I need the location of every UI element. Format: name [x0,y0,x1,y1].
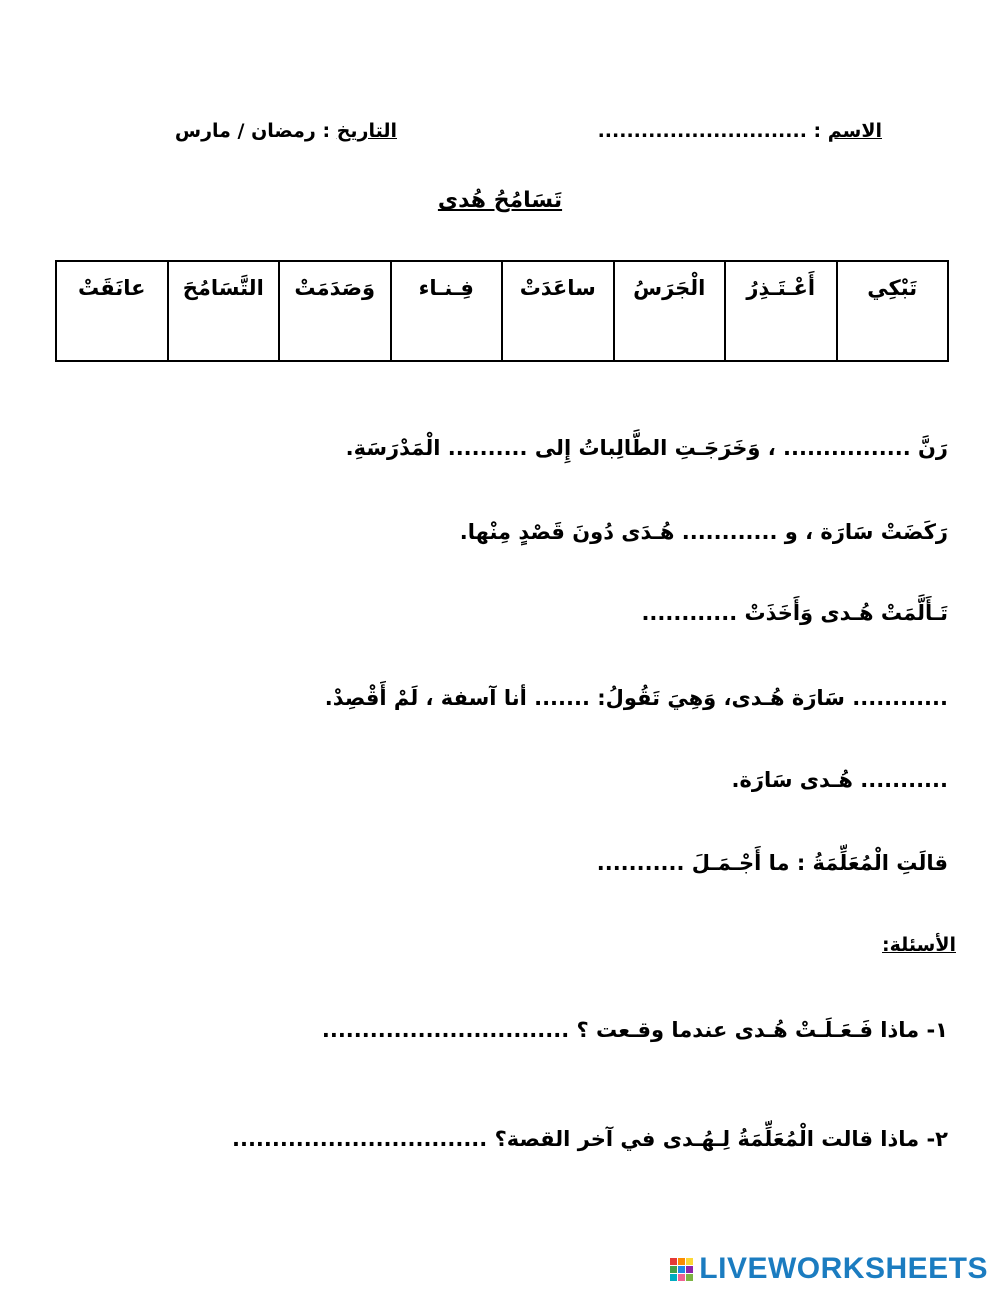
date-label: التاريخ [336,120,397,142]
logo-square [686,1266,693,1273]
worksheet-title-text: تَسَامُحُ هُدى [437,188,563,213]
date-separator: : [315,120,337,142]
question-1[interactable]: ١- ماذا فَـعَـلَـتْ هُـدى عندما وقـعت ؟ ............................... [321,1018,948,1042]
liveworksheets-logo [670,1252,988,1286]
logo-square [670,1274,677,1281]
name-label: الاسم [827,120,882,142]
word-bank-cell[interactable]: أَعْـتَـذِرُ [725,261,837,361]
questions-heading: الأسئلة: [882,934,956,956]
name-blank[interactable]: ............................. [597,120,807,142]
name-field [598,120,882,142]
word-bank-cell[interactable]: الْجَرَسُ [614,261,726,361]
sentence-2[interactable]: رَكَضَتْ سَارَة ، و ............ هُـدَى دُونَ قَصْدٍ مِنْها. [459,520,948,544]
logo-square [670,1258,677,1265]
sentence-5[interactable]: ........... هُـدى سَارَة. [731,768,948,792]
logo-square [686,1274,693,1281]
name-separator: : [806,120,828,142]
word-bank-cell[interactable]: التَّسَامُحَ [168,261,280,361]
sentence-6[interactable]: قالَتِ الْمُعَلِّمَةُ : ما أَجْـمَـلَ ........... [596,851,948,875]
sentence-4[interactable]: ............ سَارَة هُـدى، وَهِيَ تَقُولُ: ....... أنا آسفة ، لَمْ أَقْصِدْ. [324,686,948,710]
logo-square [678,1274,685,1281]
worksheet-title [0,188,1000,213]
word-bank-table [55,260,949,362]
date-value: رمضان / مارس [174,120,316,142]
logo-square [686,1258,693,1265]
word-bank-cell[interactable]: وَصَدَمَتْ [279,261,391,361]
word-bank-cell[interactable]: ساعَدَتْ [502,261,614,361]
logo-square [678,1266,685,1273]
logo-square [670,1266,677,1273]
sentence-3[interactable]: تَـأَلَّمَتْ هُـدى وَأَخَذَتْ ............ [641,601,948,625]
word-bank-cell[interactable]: فِـنـاء [391,261,503,361]
logo-text: LIVEWORKSHEETS [699,1252,988,1285]
word-bank-cell[interactable]: تَبْكِي [837,261,949,361]
word-bank-cell[interactable]: عانَقَتْ [56,261,168,361]
sentence-1[interactable]: رَنَّ ................ ، وَخَرَجَـتِ الطَّالِباتُ إِلى .......... الْمَدْرَسَةِ. [345,436,948,460]
question-2[interactable]: ٢- ماذا قالت الْمُعَلِّمَةُ لِـهُـدى في آخر القصة؟ ................................ [231,1127,948,1151]
date-field [175,120,397,142]
word-bank-row [56,261,948,361]
logo-square [678,1258,685,1265]
logo-icon [670,1258,693,1281]
